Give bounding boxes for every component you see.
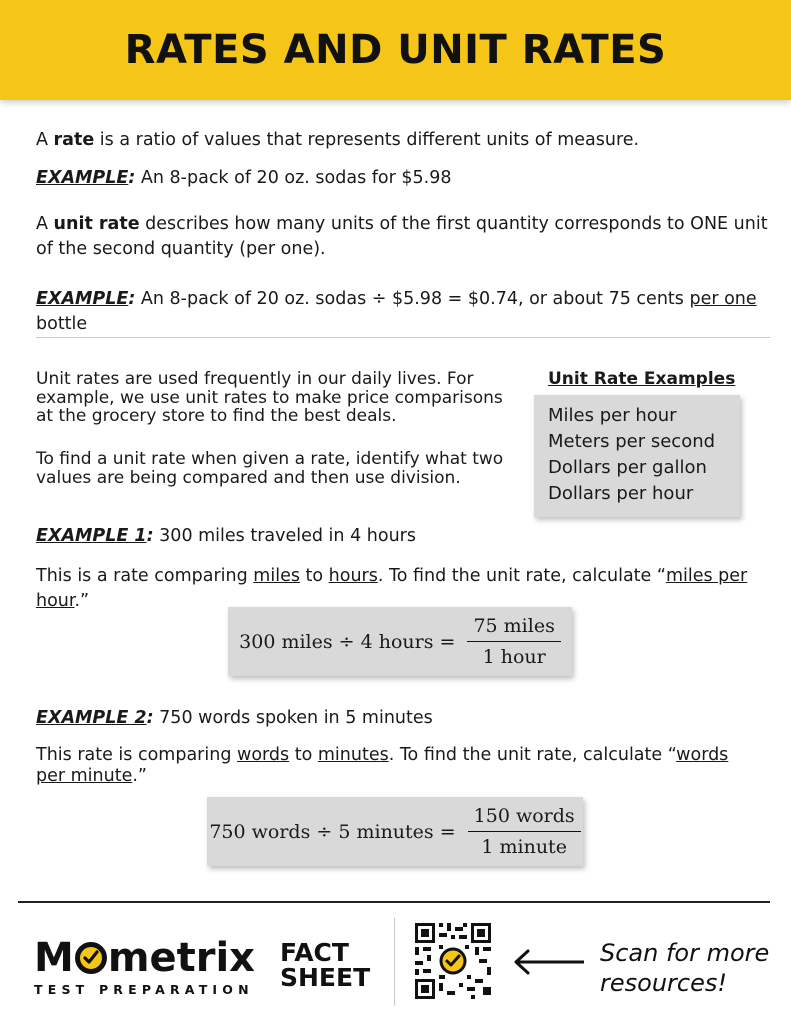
unit-rate-definition: A unit rate describes how many units of the first quantity corresponds to ONE unit of the second quantity (per one). (36, 214, 768, 260)
logo-wordmark: M metrix (34, 935, 255, 981)
page-title: RATES AND UNIT RATES (124, 27, 667, 73)
logo-subtitle: TEST PREPARATION (34, 982, 254, 997)
fraction-denominator: 1 hour (482, 646, 546, 668)
fact-sheet-label: FACT SHEET (280, 938, 371, 992)
scan-for-resources-text: Scan for more resources! (600, 939, 770, 997)
fraction-numerator: 150 words (468, 805, 581, 832)
rate-definition: A rate is a ratio of values that represents different units of measure. (36, 130, 640, 150)
checkmark-o-icon (75, 942, 107, 974)
mometrix-logo (34, 935, 255, 997)
unit-rate-examples-title: Unit Rate Examples (548, 369, 736, 389)
example-1-heading: EXAMPLE 1: 300 miles traveled in 4 hours (36, 526, 416, 546)
equation-left: 300 miles ÷ 4 hours = (239, 630, 456, 653)
section-divider (36, 337, 770, 338)
example-2-heading: EXAMPLE 2: 750 words spoken in 5 minutes (36, 708, 433, 728)
header-bar (0, 0, 791, 100)
fraction-denominator: 1 minute (481, 836, 567, 858)
equation-fraction (468, 805, 581, 858)
unit-rate-example-item: Dollars per hour (548, 483, 694, 504)
equation-fraction (467, 615, 560, 668)
usage-paragraph-2: To find a unit rate when given a rate, identify what two values are being compared and then use division. (36, 449, 504, 488)
equation-left: 750 words ÷ 5 minutes = (209, 820, 456, 843)
example-soda-unit-rate: EXAMPLE: An 8-pack of 20 oz. sodas ÷ $5.98 = $0.74, or about 75 cents per one bottle (36, 289, 757, 335)
unit-rate-examples-box (534, 395, 740, 517)
unit-rate-example-item: Dollars per gallon (548, 457, 707, 478)
footer-divider (18, 901, 770, 903)
unit-rate-example-item: Meters per second (548, 431, 716, 452)
footer-separator (394, 918, 395, 1006)
example-2-explanation: This rate is comparing words to minutes. To find the unit rate, calculate “words per minute.” (36, 745, 729, 786)
example-soda-rate: EXAMPLE: An 8-pack of 20 oz. sodas for $5.98 (36, 168, 452, 188)
fraction-numerator: 75 miles (467, 615, 560, 642)
example-2-equation (207, 797, 583, 866)
unit-rate-example-item: Miles per hour (548, 405, 677, 426)
arrow-left-icon (512, 948, 586, 976)
usage-paragraph-1: Unit rates are used frequently in our daily lives. For example, we use unit rates to make price comparisons at the grocery store to find the best deals. (36, 369, 503, 427)
example-1-explanation: This is a rate comparing miles to hours. To find the unit rate, calculate “miles per hour.” (36, 566, 748, 612)
example-1-equation (228, 607, 572, 676)
qr-code-icon[interactable] (413, 921, 493, 1001)
